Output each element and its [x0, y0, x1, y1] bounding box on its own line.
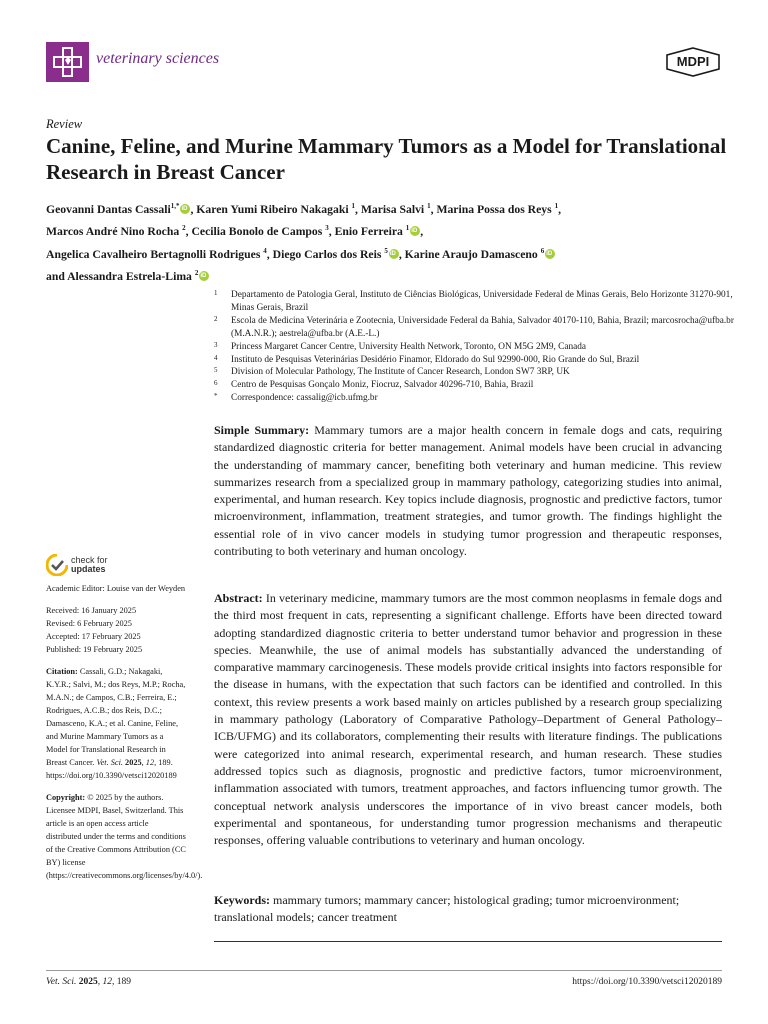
academic-editor: Academic Editor: Louise van der Weyden: [46, 584, 186, 593]
citation-doi-link[interactable]: , 189. https://doi.org/10.3390/vetsci12020189: [46, 758, 177, 780]
article-title: Canine, Feline, and Murine Mammary Tumors as a Model for Translational Research in Breast Cancer: [46, 134, 727, 184]
author[interactable]: and Alessandra Estrela-Lima $^2$iD: [46, 270, 209, 283]
author[interactable]: Diego Carlos dos Reis $^5$iD ,: [273, 248, 405, 261]
received-date: Received: 16 January 2025: [46, 606, 137, 615]
affiliation: 6 Centro de Pesquisas Gonçalo Moniz, Fiocruz, Salvador 40296-710, Bahia, Brazil: [214, 379, 534, 391]
check-for-updates-button[interactable]: [46, 554, 108, 576]
section-divider: [214, 941, 722, 942]
author[interactable]: Enio Ferreira $^1$iD ,: [335, 225, 424, 238]
footer-doi-link[interactable]: https://doi.org/10.3390/vetsci12020189: [572, 977, 722, 987]
author[interactable]: Geovanni Dantas Cassali$^{1,*}$iD ,: [46, 203, 196, 216]
revised-date: Revised: 6 February 2025: [46, 619, 132, 628]
keywords-label: Keywords:: [214, 893, 270, 907]
author-list: [46, 197, 736, 287]
orcid-icon[interactable]: [389, 249, 399, 259]
citation: Citation: Cassali, G.D.; Nakagaki, K.Y.R.; Salvi, M.; dos Reys, M.P.; Rocha, M.A.N.; de Campos, C.B.; Ferreira, E.; Rodrigues, A.C.B.; dos Reis, D.C.; Damasceno, K.A.; et al. Canine, Feline, and Murine Mammary Tumors as a Model for Translational Research in Breast Cancer. Vet. Sci. 2025, 12, 189. https://doi.org/10.3390/vetsci12020189: [46, 667, 186, 780]
check-updates-line2: updates: [71, 564, 106, 574]
simple-summary-text: Mammary tumors are a major health concern in female dogs and cats, requiring standardized diagnostic criteria for better management. Animal models have been crucial in advancing the understanding of mammary cancer, benefiting both veterinary and human medicine. This review summarizes research from a specialized group in mammary pathology, categorizing studies into animal, experimental, and human research. Key topics include diagnosis, prognostic and predictive factors, tumor microenvironment, inflammation, treatment strategies, and tumor growth. The findings highlight the essential role of in vivo cancer models in studying tumor progression and therapeutic responses, contributing to both veterinary and human oncology.: [214, 423, 723, 559]
keywords-text: mammary tumors; mammary cancer; histological grading; tumor microenvironment; translational models; cancer treatment: [214, 893, 680, 925]
abstract-text: In veterinary medicine, mammary tumors are the most common neoplasms in female dogs and the third most frequent in cats, representing a significant challenge. Efforts have been directed toward adopting standardized diagnostic criteria to better understand tumor behavior and progression in these species. Meanwhile, the use of animal models has substantially advanced the understanding of comparative mammary carcinogenesis. These models provide critical insights into factors responsible for the disease in humans, with the expectation that such factors can be identified and controlled. In this context, this review presents a work based mainly on articles published by a research group specializing in mammary pathology (Laboratory of Comparative Pathology–Department of General Pathology–ICB/UFMG) and its collaborators, complementing their results with literature findings. The publications were categorized into animal research, experimental research, and human research. These studies addressed topics such as diagnosis, prognostic and predictive factors, tumor microenvironment, inflammation associated with tumors, treatment approaches, and factors influencing tumor growth. The conceptual network analysis underscores the importance of in vivo breast cancer models, both experimental and spontaneous, for understanding tumor progression mechanisms and therapeutic responses, offering valuable contributions to veterinary and human oncology.: [214, 591, 722, 848]
simple-summary-label: Simple Summary:: [214, 423, 310, 437]
author[interactable]: Angelica Cavalheiro Bertagnolli Rodrigues $^4$,: [46, 246, 273, 261]
copyright: Copyright: © 2025 by the authors. Licensee MDPI, Basel, Switzerland. This article is an open access article distributed under the terms and conditions of the Creative Commons Attribution (CC BY) license (https://creativecommons.org/licenses/by/4.0/).: [46, 793, 203, 880]
check-updates-icon: [46, 554, 68, 576]
affiliation: 5 Division of Molecular Pathology, The Institute of Cancer Research, London SW7 3RP, UK: [214, 366, 570, 378]
footer-citation: Vet. Sci. 2025, 12, 189: [46, 977, 131, 987]
abstract: [214, 590, 722, 849]
veterinary-cross-logo-icon: [46, 42, 89, 82]
journal-logo: [46, 42, 89, 82]
author[interactable]: Marcos André Nino Rocha $^2$,: [46, 224, 192, 239]
affiliation: 4 Instituto de Pesquisas Veterinárias Desidério Finamor, Eldorado do Sul 92990-000, Rio Grande do Sul, Brazil: [214, 353, 640, 365]
author[interactable]: Cecilia Bonolo de Campos $^3$,: [191, 224, 335, 239]
journal-name[interactable]: veterinary sciences: [96, 50, 220, 67]
footer-divider: [46, 970, 722, 971]
published-date: Published: 19 February 2025: [46, 645, 143, 654]
abstract-label: Abstract:: [214, 591, 263, 605]
article-type: Review: [46, 117, 83, 131]
affiliation-list: [214, 289, 734, 405]
orcid-icon[interactable]: [410, 226, 420, 236]
check-updates-line1: check for: [71, 555, 108, 565]
keywords: [214, 892, 722, 927]
author[interactable]: Karen Yumi Ribeiro Nakagaki $^1$,: [196, 202, 361, 216]
simple-summary: [214, 422, 722, 560]
orcid-icon[interactable]: [199, 271, 209, 281]
affiliation: 2 Escola de Medicina Veterinária e Zootecnia, Universidade Federal da Bahia, Salvador 40170-110, Bahia, Brazil; marcosrocha@ufba.br (M.A.N.R.); aestrela@ufba.br (A.E.-L.): [214, 314, 734, 339]
orcid-icon[interactable]: [545, 249, 555, 259]
publisher-logo-text: MDPI: [676, 54, 710, 69]
affiliation: 1 Departamento de Patologia Geral, Instituto de Ciências Biológicas, Universidade Federal de Minas Gerais, Belo Horizonte 31270-901, Minas Gerais, Brazil: [214, 289, 733, 313]
author[interactable]: Marisa Salvi $^1$,: [360, 202, 437, 216]
author[interactable]: Karine Araujo Damasceno $^6$iD: [405, 248, 556, 261]
article-info-sidebar: [46, 582, 203, 882]
publisher-logo[interactable]: [664, 47, 722, 82]
orcid-icon[interactable]: [180, 204, 190, 214]
author[interactable]: Marina Possa dos Reys $^1$,: [436, 202, 562, 216]
affiliation: 3 Princess Margaret Cancer Centre, University Health Network, Toronto, ON M5G 2M9, Canada: [214, 340, 587, 352]
accepted-date: Accepted: 17 February 2025: [46, 632, 141, 641]
correspondence[interactable]: * Correspondence: cassalig@icb.ufmg.br: [214, 392, 378, 404]
